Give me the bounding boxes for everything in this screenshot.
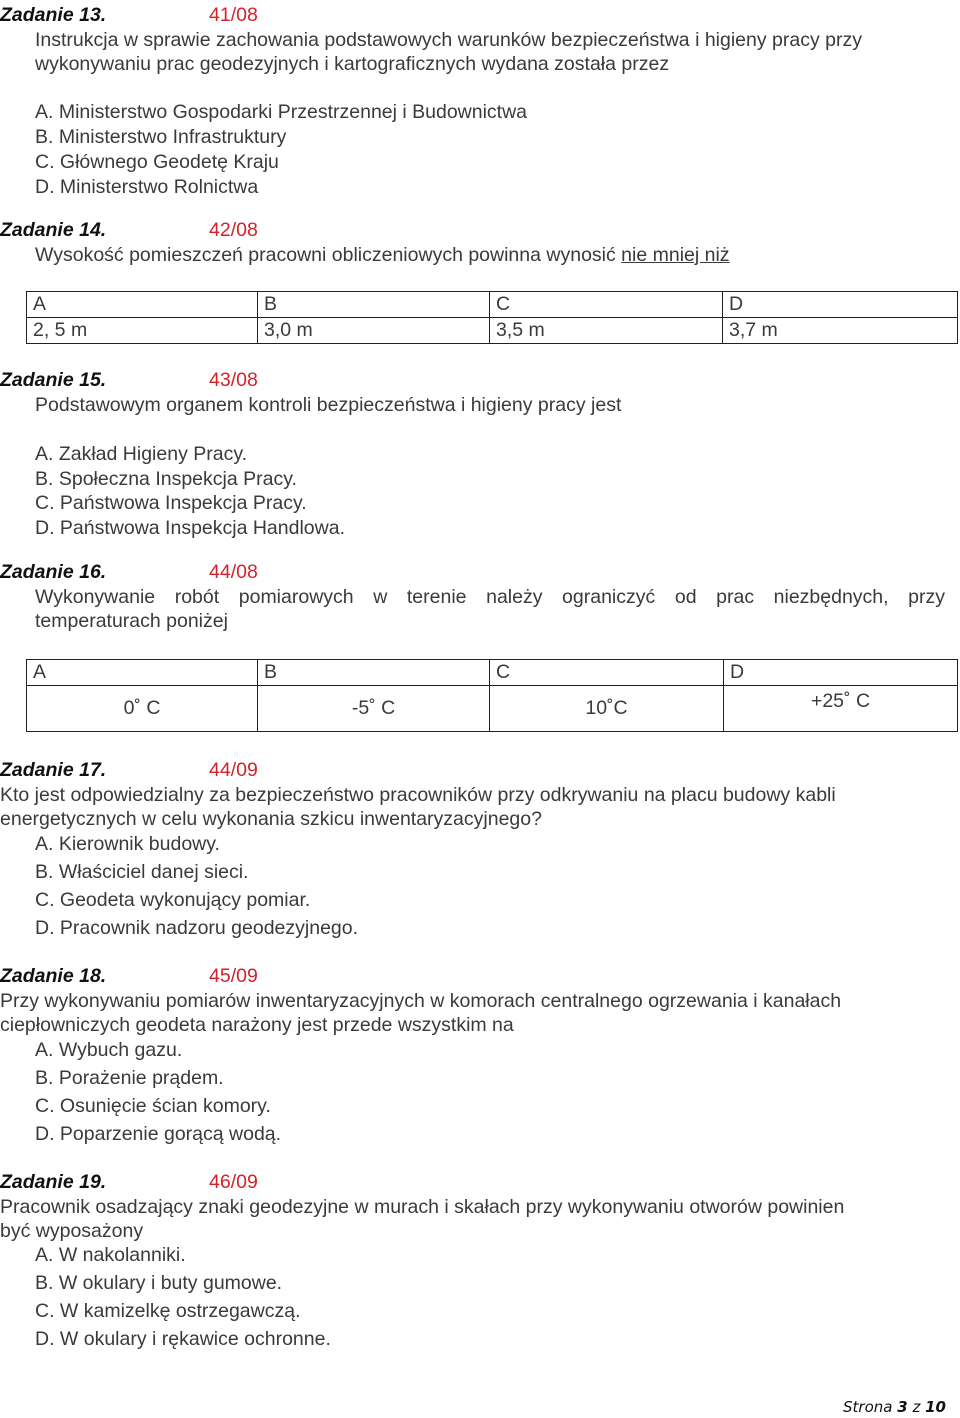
- task-16-value-c: 10˚C: [490, 686, 724, 732]
- task-19-option-d: D. W okulary i rękawice ochronne.: [35, 1328, 331, 1350]
- task-19-option-b: B. W okulary i buty gumowe.: [35, 1272, 283, 1294]
- footer-separator: z: [912, 1398, 921, 1416]
- task-16-question-line-1: Wykonywanie robót pomiarowych w terenie należy ograniczyć od prac niezbędnych, przy: [35, 586, 945, 608]
- task-19-title: Zadanie 19.: [0, 1171, 107, 1193]
- task-14-value-c: 3,5 m: [490, 318, 723, 344]
- task-15-question: Podstawowym organem kontroli bezpieczeństwa i higieny pracy jest: [35, 394, 622, 416]
- task-16-title: Zadanie 16.: [0, 561, 107, 583]
- task-17-option-c: C. Geodeta wykonujący pomiar.: [35, 889, 311, 911]
- task-16-answer-table: [26, 659, 958, 732]
- task-19-question-line-1: Pracownik osadzający znaki geodezyjne w murach i skałach przy wykonywaniu otworów powinien: [0, 1196, 845, 1218]
- task-19-option-c: C. W kamizelkę ostrzegawczą.: [35, 1300, 301, 1322]
- task-14-answer-table: [26, 291, 958, 344]
- task-18-option-a: A. Wybuch gazu.: [35, 1039, 183, 1061]
- task-13-option-a: A. Ministerstwo Gospodarki Przestrzennej i Budownictwa: [35, 101, 528, 123]
- task-16-letter-b: B: [258, 660, 490, 686]
- task-15-option-d: D. Państwowa Inspekcja Handlowa.: [35, 517, 345, 539]
- task-15-option-a: A. Zakład Higieny Pracy.: [35, 443, 248, 465]
- task-18-question-line-1: Przy wykonywaniu pomiarów inwentaryzacyjnych w komorach centralnego ogrzewania i kanałach: [0, 990, 842, 1012]
- task-17-option-a: A. Kierownik budowy.: [35, 833, 220, 855]
- task-16-letter-a: A: [27, 660, 258, 686]
- footer-page-number: 3: [897, 1398, 908, 1416]
- task-14-letter-b: B: [258, 292, 490, 318]
- task-14-code: 42/08: [209, 219, 258, 241]
- task-18-code: 45/09: [209, 965, 258, 987]
- task-14-value-b: 3,0 m: [258, 318, 490, 344]
- page-footer: [843, 1398, 946, 1416]
- task-16-value-a: 0˚ C: [27, 686, 258, 732]
- task-16-value-d: +25˚ C: [724, 686, 958, 732]
- task-14-letter-c: C: [490, 292, 723, 318]
- task-14-letter-d: D: [723, 292, 958, 318]
- task-17-question-line-2: energetycznych w celu wykonania szkicu inwentaryzacyjnego?: [0, 808, 542, 830]
- task-17-option-b: B. Właściciel danej sieci.: [35, 861, 249, 883]
- task-13-option-c: C. Głównego Geodetę Kraju: [35, 151, 279, 173]
- task-16-letter-d: D: [724, 660, 958, 686]
- task-17-code: 44/09: [209, 759, 258, 781]
- task-18-title: Zadanie 18.: [0, 965, 107, 987]
- task-13-question-line-1: Instrukcja w sprawie zachowania podstawowych warunków bezpieczeństwa i higieny pracy przy: [35, 29, 862, 51]
- task-15-option-c: C. Państwowa Inspekcja Pracy.: [35, 492, 307, 514]
- task-17-title: Zadanie 17.: [0, 759, 107, 781]
- task-13-option-d: D. Ministerstwo Rolnictwa: [35, 176, 259, 198]
- task-18-question-line-2: ciepłowniczych geodeta narażony jest przede wszystkim na: [0, 1014, 514, 1036]
- task-18-option-d: D. Poparzenie gorącą wodą.: [35, 1123, 282, 1145]
- task-19-option-a: A. W nakolanniki.: [35, 1244, 186, 1266]
- task-19-question-line-2: być wyposażony: [0, 1220, 144, 1242]
- task-17-option-d: D. Pracownik nadzoru geodezyjnego.: [35, 917, 359, 939]
- task-16-letter-c: C: [490, 660, 724, 686]
- task-16-code: 44/08: [209, 561, 258, 583]
- task-15-option-b: B. Społeczna Inspekcja Pracy.: [35, 468, 297, 490]
- task-18-option-b: B. Porażenie prądem.: [35, 1067, 224, 1089]
- footer-word: Strona: [843, 1398, 893, 1416]
- task-16-question-line-2: temperaturach poniżej: [35, 610, 228, 632]
- task-18-option-c: C. Osunięcie ścian komory.: [35, 1095, 271, 1117]
- task-14-question-text: Wysokość pomieszczeń pracowni obliczeniowych powinna wynosić: [35, 244, 622, 266]
- task-13-option-b: B. Ministerstwo Infrastruktury: [35, 126, 287, 148]
- task-15-title: Zadanie 15.: [0, 369, 107, 391]
- task-14-value-a: 2, 5 m: [27, 318, 258, 344]
- task-14-question-emphasis: nie mniej niż: [621, 244, 730, 266]
- task-17-question-line-1: Kto jest odpowiedzialny za bezpieczeństwo pracowników przy odkrywaniu na placu budowy kabli: [0, 784, 836, 806]
- task-13-code: 41/08: [209, 4, 258, 26]
- task-14-question: [35, 244, 730, 267]
- task-19-code: 46/09: [209, 1171, 258, 1193]
- task-14-letter-a: A: [27, 292, 258, 318]
- task-16-value-b: -5˚ C: [258, 686, 490, 732]
- task-14-title: Zadanie 14.: [0, 219, 107, 241]
- footer-total-pages: 10: [925, 1398, 946, 1416]
- task-13-title: Zadanie 13.: [0, 4, 107, 26]
- task-13-question-line-2: wykonywaniu prac geodezyjnych i kartograficznych wydana została przez: [35, 53, 670, 75]
- task-15-code: 43/08: [209, 369, 258, 391]
- task-14-value-d: 3,7 m: [723, 318, 958, 344]
